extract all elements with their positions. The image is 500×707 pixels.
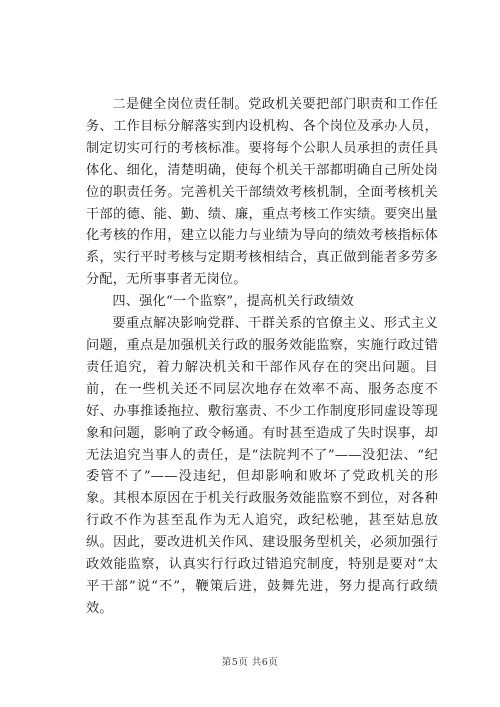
- page-footer: 第5页 共6页: [221, 657, 279, 668]
- paragraph-job-responsibility: 二是健全岗位责任制。党政机关要把部门职责和工作任务、工作目标分解落实到内设机构、各个岗位及承办人员，制定切实可行的考核标准。要将每个公职人员承担的责任具体化、细化，清楚明确，使每个机关干部都明确自己所处岗位的职责任务。完善机关干部绩效考核机制，全面考核机关干部的德、能、勤、绩、廉，重点考核工作实绩。要突出量化考核的作用，建立以能力与业绩为导向的绩效考核指标体系，实行平时考核与定期考核相结合，真正做到能者多劳多分配，无所事事者无岗位。: [86, 97, 438, 288]
- document-body: [86, 94, 438, 620]
- paragraph-supervision: 要重点解决影响党群、干群关系的官僚主义、形式主义问题，重点是加强机关行政的服务效能监察，实施行政过错责任追究，着力解决机关和干部作风存在的突出问题。目前，在一些机关还不同层次地存在效率不高、服务态度不好、办事推诿拖拉、敷衍塞责、不少工作制度形同虚设等现象和问题，影响了政令畅通。有时甚至造成了失时误事，却无法追究当事人的责任，是“法院判不了”——没犯法、“纪委管不了”——没违纪，但却影响和败坏了党政机关的形象。其根本原因在于机关行政服务效能监察不到位，对各种行政不作为甚至乱作为无人追究，政纪松驰，甚至姑息放纵。因此，要改进机关作风、建设服务型机关，必须加强行政效能监察，认真实行行政过错追究制度，特别是要对“太平干部”说“不”，鞭策后进，鼓舞先进，努力提高行政绩效。: [86, 316, 438, 616]
- section-heading-four: 四、强化“一个监察”，提高机关行政绩效: [112, 294, 354, 310]
